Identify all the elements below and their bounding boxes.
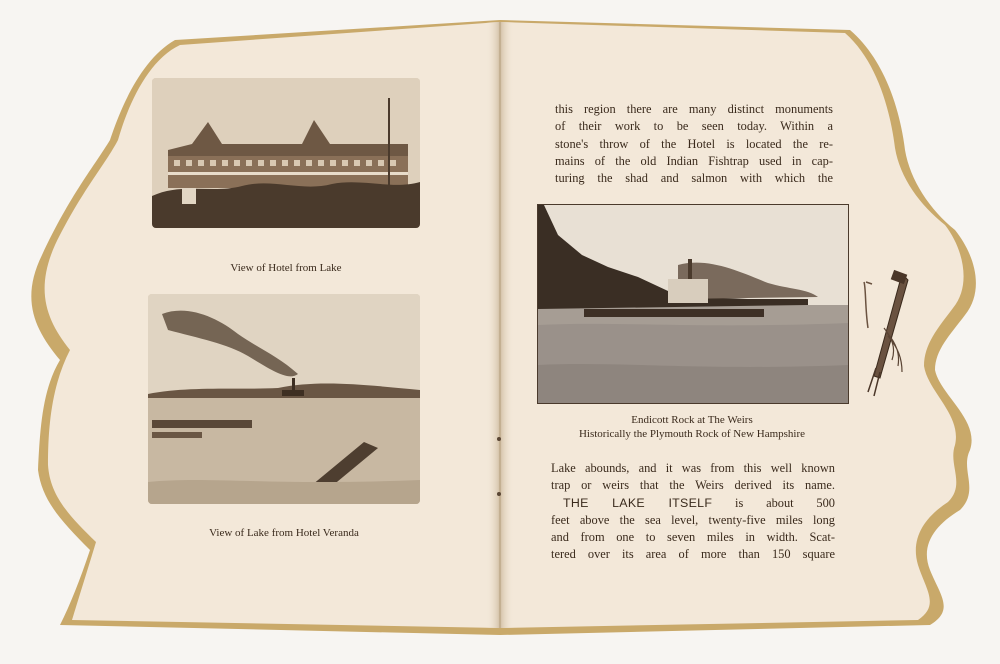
text-line: Lake abounds, and it was from this well known — [551, 461, 835, 475]
hotel-photo-caption: View of Hotel from Lake — [230, 262, 342, 274]
text-line: and from one to seven miles in width. Scat- — [551, 530, 835, 545]
peace-pipe-icon — [862, 268, 912, 398]
text-line: of their work to be seen today. Within a — [555, 119, 833, 134]
gutter-shadow — [486, 22, 514, 628]
staple-hole-bottom — [497, 492, 501, 496]
text-line: mains of the old Indian Fishtrap used in cap- — [555, 153, 833, 168]
caption-line-2: Historically the Plymouth Rock of New Hampshire — [578, 428, 806, 440]
text-line: turing the shad and salmon with which the — [555, 171, 833, 186]
body-text-bottom — [551, 460, 835, 564]
caption-line-1: Endicott Rock at The Weirs — [631, 414, 753, 426]
text-line: trap or weirs that the Weirs derived its name. — [551, 478, 835, 493]
text-line: stone's throw of the Hotel is located the re- — [555, 136, 833, 151]
endicott-rock-photo-art — [538, 205, 848, 403]
lake-photo-art — [148, 294, 420, 504]
hotel-photo — [152, 78, 420, 228]
text-line: this region there are many distinct monuments — [555, 102, 833, 116]
text-fragment: is about 500 — [712, 495, 836, 510]
text-line: feet above the sea level, twenty-five miles long — [551, 512, 835, 527]
section-heading: THE LAKE ITSELF — [563, 495, 713, 510]
body-text-top — [555, 101, 833, 187]
staple-hole-top — [497, 437, 501, 441]
lake-photo — [148, 294, 420, 504]
text-line-heading — [551, 495, 835, 512]
text-line: tered over its area of more than 150 square — [551, 547, 835, 562]
lake-photo-caption: View of Lake from Hotel Veranda — [209, 527, 359, 539]
endicott-rock-caption — [537, 413, 847, 441]
endicott-rock-photo — [537, 204, 849, 404]
hotel-photo-art — [152, 78, 420, 228]
